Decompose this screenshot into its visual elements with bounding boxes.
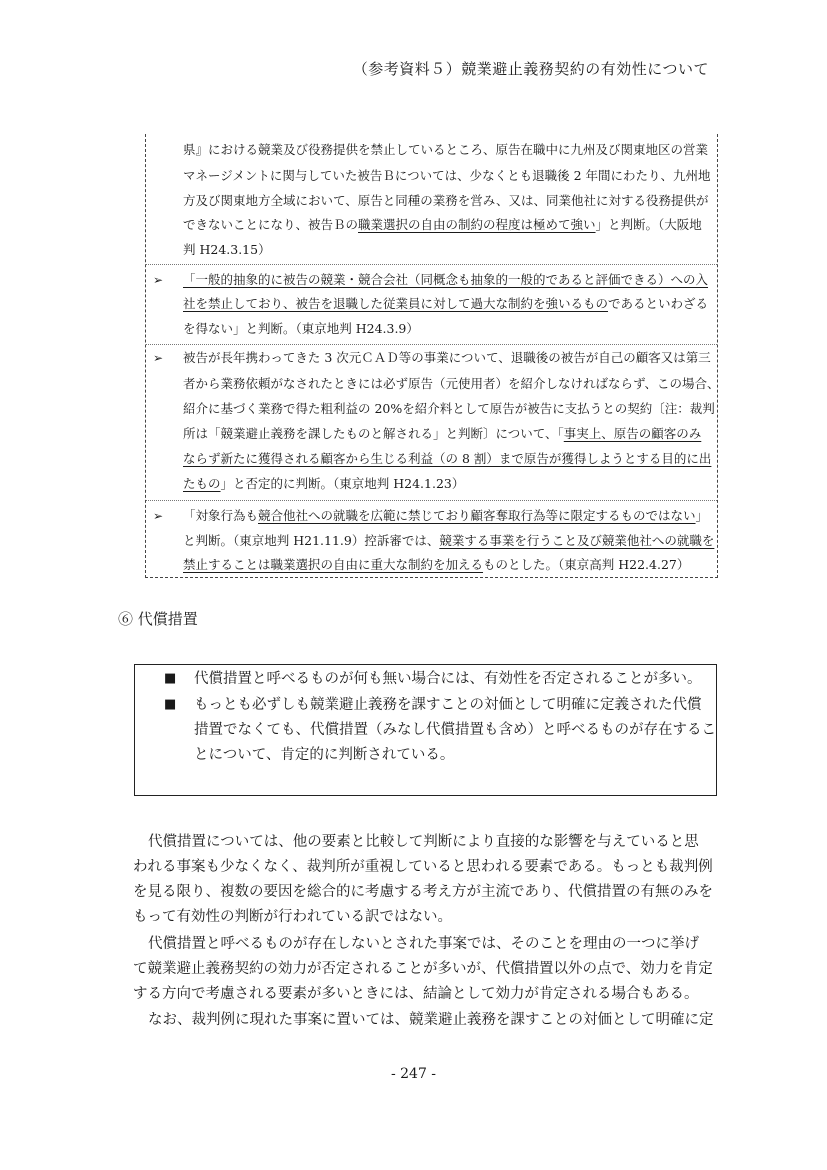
body-line: われる事案も少なくなく、裁判所が重視していると思われる要素である。もっとも裁判例 [133, 859, 713, 875]
arrow-bullet-icon: ➢ [153, 351, 164, 365]
key-point-line: 代償措置と呼べるものが何も無い場合には、有効性を否定されることが多い。 [194, 671, 702, 687]
case-line: を得ない」と判断。（東京地判 H24.3.9） [183, 321, 419, 336]
case-line: 「対象行為も競合他社への就職を広範に禁じており顧客奪取行為等に限定するものではない」 [183, 508, 709, 523]
square-bullet-icon: ■ [164, 697, 177, 712]
case-line: マネージメントに関与していた被告Ｂについては、少なくとも退職後 2 年間にわたり、九州地 [183, 168, 711, 183]
body-line: する方向で考慮される要素が多いときには、結論として効力が肯定される場合もある。 [133, 986, 699, 1002]
dotted-separator [146, 264, 717, 265]
section-heading: ⑥ 代償措置 [118, 610, 198, 628]
arrow-bullet-icon: ➢ [153, 273, 164, 287]
arrow-bullet-icon: ➢ [153, 509, 164, 523]
dotted-separator [146, 500, 717, 501]
square-bullet-icon: ■ [164, 671, 177, 686]
case-line: 社を禁止しており、被告を退職した従業員に対して過大な制約を強いるものであるといわざる [183, 296, 709, 311]
case-line: 紹介に基づく業務で得た粗利益の 20%を紹介料として原告が被告に支払うとの契約〔注：裁判 [183, 401, 715, 416]
key-point-line: もっとも必ずしも競業避止義務を課すことの対価として明確に定義された代償 [194, 697, 702, 713]
body-line: なお、裁判例に現れた事案に置いては、競業避止義務を課すことの対価として明確に定 [148, 1012, 714, 1028]
underlined-phrase: ならず新たに獲得される顧客から生じる利益（の 8 割）まで原告が獲得しようとする目的に出 [183, 451, 712, 466]
case-line: 判 H24.3.15） [183, 242, 271, 257]
underlined-phrase: たもの [183, 476, 221, 491]
key-point-line: とについて、肯定的に判断されている。 [194, 747, 455, 763]
case-line: と判断。（東京地判 H21.11.9）控訴審では、競業する事業を行うこと及び競業他社への就職を [183, 533, 715, 548]
case-line [183, 451, 711, 467]
case-line [183, 272, 708, 288]
case-line: できないことになり、被告Ｂの職業選択の自由の制約の程度は極めて強い」と判断。（大阪地 [183, 217, 702, 232]
case-line: 者から業務依頼がなされたときには必ず原告（元使用者）を紹介しなければならず、この場合、 [183, 376, 720, 391]
body-line: て競業避止義務契約の効力が否定されることが多いが、代償措置以外の点で、効力を肯定 [133, 961, 713, 977]
underlined-phrase: 競業する事業を行うこと及び競業他社への就職を [439, 533, 715, 548]
case-line: たもの」と否定的に判断。（東京地判 H24.1.23） [183, 476, 465, 491]
case-line: 方及び関東地方全域において、原告と同種の業務を営み、又は、同業他社に対する役務提供が [183, 193, 709, 208]
running-header: （参考資料５）競業避止義務契約の有効性について [352, 60, 709, 78]
body-line: を見る限り、複数の要因を総合的に考慮する考え方が主流であり、代償措置の有無のみを [133, 884, 713, 900]
underlined-phrase: 職業選択の自由の制約の程度は極めて強い [358, 217, 596, 232]
page-number: - 247 - [390, 1066, 437, 1082]
underlined-phrase: 事実上、原告の顧客のみ [563, 426, 702, 441]
underlined-phrase: 社を禁止しており、被告を退職した従業員に対して過大な制約を強いるもの [183, 296, 609, 311]
body-line: 代償措置については、他の要素と比較して判断により直接的な影響を与えていると思 [148, 834, 699, 850]
case-line: 禁止することは職業選択の自由に重大な制約を加えるものとした。（東京高判 H22.4.27） [183, 557, 690, 572]
underlined-phrase: 「一般的抽象的に被告の競業・競合会社（同概念も抽象的一般的であると評価できる）への入 [183, 272, 709, 287]
underlined-phrase: 禁止することは職業選択の自由に重大な制約を加える [183, 557, 484, 572]
case-line: 県』における競業及び役務提供を禁止しているところ、原告在職中に九州及び関東地区の営業 [183, 142, 709, 157]
dotted-separator [146, 344, 717, 345]
case-line: 被告が長年携わってきた 3 次元ＣＡＤ等の事業について、退職後の被告が自己の顧客又は第三 [183, 350, 711, 365]
key-point-line: 措置でなくても、代償措置（みなし代償措置も含め）と呼べるものが存在するこ [194, 722, 716, 738]
body-line: 代償措置と呼べるものが存在しないとされた事案では、そのことを理由の一つに挙げ [148, 936, 699, 952]
underlined-phrase: 競合他社への就職を広範に禁じており顧客奪取行為等に限定するものではない [258, 508, 696, 523]
body-line: もって有効性の判断が行われている訳ではない。 [133, 909, 452, 925]
case-line: 所は「競業避止義務を課したものと解される」と判断〕について、「事実上、原告の顧客のみ [183, 426, 702, 441]
